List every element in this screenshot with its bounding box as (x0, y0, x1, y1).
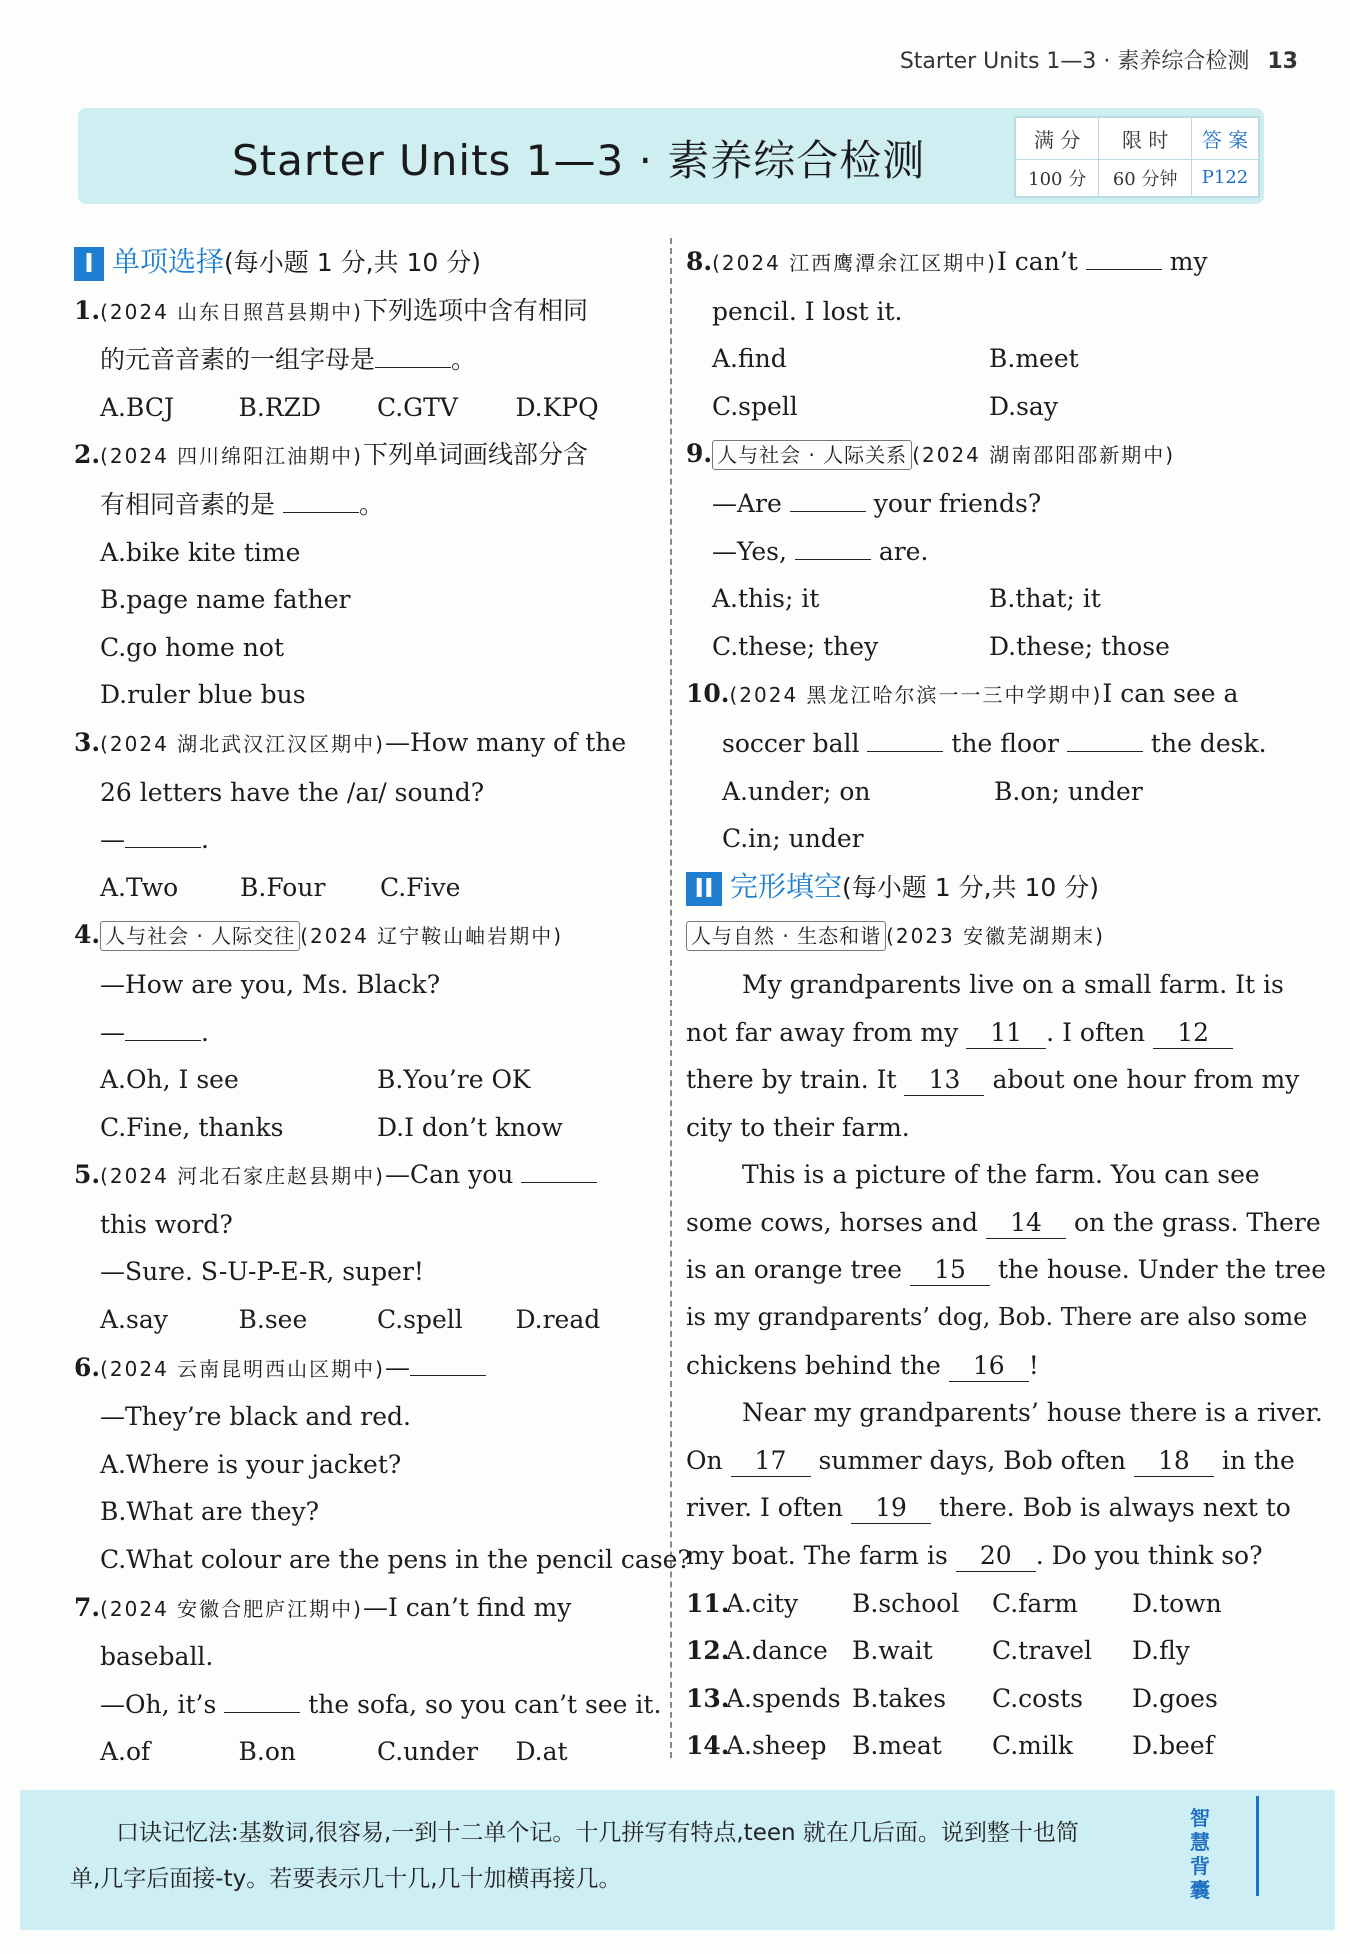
q3-dot: . (201, 825, 209, 855)
option[interactable]: B.What are they? (100, 1497, 320, 1527)
passage-text: . I often (1046, 1017, 1146, 1047)
answer-blank[interactable] (521, 1156, 597, 1183)
option[interactable]: A.BCJ (100, 392, 174, 422)
passage-text: ! (1028, 1350, 1039, 1380)
answer-blank[interactable] (790, 485, 866, 512)
q1-source: (2024 山东日照莒县期中) (100, 299, 363, 324)
question-9 (686, 430, 1266, 670)
q1-number: 1. (74, 295, 101, 325)
info-answer-label: 答 案 (1191, 118, 1258, 160)
q3-stem: —How many of the (384, 727, 627, 757)
answer-blank[interactable] (1067, 725, 1143, 752)
q6-source: (2024 云南昆明西山区期中) (100, 1356, 385, 1381)
option[interactable]: A.of (100, 1737, 151, 1767)
passage-text: . Do you think so? (1035, 1541, 1263, 1571)
cloze-blank-16[interactable]: 16 (949, 1351, 1029, 1382)
option[interactable]: B.on; under (994, 776, 1143, 806)
section-2-source: (2023 安徽芜湖期末) (886, 924, 1105, 949)
q8-number: 8. (686, 247, 713, 276)
answer-blank[interactable] (410, 1349, 486, 1376)
passage-text: about one hour from my (992, 1065, 1300, 1095)
option[interactable]: C.Five (380, 872, 461, 902)
option[interactable]: A.sheep (726, 1731, 827, 1761)
q10-line-2b: the floor (951, 728, 1060, 758)
option[interactable]: B.see (238, 1305, 308, 1335)
passage-line: My grandparents live on a small farm. It is (742, 969, 1284, 999)
option[interactable]: D.read (515, 1305, 601, 1335)
passage-text: my boat. The farm is (686, 1541, 948, 1571)
q8-stem-2: pencil. I lost it. (712, 296, 903, 326)
answer-blank[interactable] (1086, 243, 1162, 270)
passage-text: there by train. It (686, 1065, 897, 1095)
q4-number: 4. (74, 920, 101, 950)
q9-source: (2024 湖南邵阳邵新期中) (912, 443, 1176, 468)
running-header (900, 44, 1298, 75)
question-7 (74, 1584, 662, 1776)
cloze-number: 13. (686, 1683, 730, 1713)
passage-text: is an orange tree (686, 1255, 903, 1285)
tip-label: 智慧背囊 (1190, 1806, 1210, 1902)
info-time: 60 分钟 (1099, 159, 1192, 196)
answer-blank[interactable] (125, 821, 201, 848)
q2-stem: 下列单词画线部分含 (362, 440, 588, 470)
section-1-badge: I (74, 247, 104, 281)
cloze-blank-11[interactable]: 11 (966, 1018, 1046, 1049)
option[interactable]: A.say (100, 1305, 168, 1335)
question-8 (686, 238, 1266, 430)
option[interactable]: D.say (989, 391, 1058, 421)
q2-source: (2024 四川绵阳江油期中) (100, 444, 363, 469)
cloze-passage (686, 961, 1326, 1580)
question-6 (74, 1344, 691, 1584)
option[interactable]: B.wait (852, 1636, 933, 1666)
passage-text: chickens behind the (686, 1350, 941, 1380)
option[interactable]: C.in; under (722, 824, 864, 854)
option[interactable]: D.these; those (989, 631, 1170, 661)
option[interactable]: A.Two (100, 872, 179, 902)
q9-line-1b: your friends? (873, 488, 1042, 518)
option[interactable]: B.school (852, 1588, 960, 1618)
passage-line: city to their farm. (686, 1112, 910, 1142)
q10-number: 10. (686, 679, 730, 709)
passage-text: in the (1221, 1445, 1295, 1475)
q7-number: 7. (74, 1592, 101, 1622)
q8-source: (2024 江西鹰潭余江区期中) (712, 251, 997, 275)
info-answer-page: P122 (1191, 159, 1258, 196)
option[interactable]: B.on (238, 1737, 296, 1767)
passage-text: on the grass. There (1073, 1207, 1321, 1237)
running-title: Starter Units 1—3 · 素养综合检测 (899, 49, 1250, 74)
answer-blank[interactable] (867, 725, 943, 752)
option[interactable]: D.town (1132, 1588, 1222, 1618)
cloze-row (686, 1722, 1266, 1770)
q1-stem: 下列选项中含有相同 (362, 295, 588, 325)
question-3 (74, 719, 654, 911)
option[interactable]: A.bike kite time (100, 537, 301, 567)
cloze-number: 14. (686, 1731, 730, 1761)
q3-source: (2024 湖北武汉江汉区期中) (100, 731, 385, 756)
section-2-heading (686, 863, 1266, 912)
q9-theme-tag: 人与社会 · 人际关系 (712, 440, 912, 470)
info-box (1014, 116, 1260, 198)
option[interactable]: A.under; on (722, 776, 871, 806)
section-2-note: (每小题 1 分,共 10 分) (842, 872, 1099, 902)
q7-stem-2: baseball. (100, 1642, 214, 1672)
option[interactable]: B.meat (852, 1731, 942, 1761)
option[interactable]: C.Fine, thanks (100, 1112, 284, 1142)
q2-stem-2: 有相同音素的是 (100, 489, 276, 519)
right-column (686, 238, 1326, 1770)
option[interactable]: A.dance (726, 1636, 828, 1666)
info-time-label: 限 时 (1099, 118, 1192, 160)
q3-stem-2: 26 letters have the /aɪ/ sound? (100, 777, 485, 807)
passage-line: is my grandparents’ dog, Bob. There are also some (686, 1303, 1308, 1332)
answer-blank[interactable] (125, 1014, 201, 1041)
option[interactable]: D.at (515, 1737, 568, 1767)
cloze-options (686, 1580, 1266, 1770)
option[interactable]: B.that; it (989, 584, 1101, 614)
option[interactable]: B.page name father (100, 585, 351, 615)
q3-dash: — (100, 825, 125, 855)
tip-bar (1256, 1796, 1259, 1896)
memory-tip-line-1: 口诀记忆法:基数词,很容易,一到十二单个记。十几拼写有特点,teen 就在几后面。说到整十也简 (116, 1820, 1079, 1846)
option[interactable]: C.go home not (100, 632, 284, 662)
q4-source: (2024 辽宁鞍山岫岩期中) (300, 924, 564, 949)
option[interactable]: A.spends (726, 1683, 841, 1713)
option[interactable]: C.these; they (712, 631, 879, 661)
q5-source: (2024 河北石家庄赵县期中) (100, 1164, 385, 1189)
cloze-blank-13[interactable]: 13 (904, 1065, 984, 1096)
section-1-name: 单项选择 (112, 245, 225, 278)
section-1-heading (74, 238, 654, 287)
cloze-blank-15[interactable]: 15 (910, 1255, 990, 1286)
q5-stem: —Can you (384, 1160, 514, 1190)
cloze-blank-18[interactable]: 18 (1134, 1446, 1214, 1477)
q9-line-1a: —Are (712, 488, 782, 518)
option[interactable]: C.What colour are the pens in the pencil case? (100, 1545, 691, 1575)
q7-stem: —I can’t find my (362, 1592, 572, 1622)
cloze-row (686, 1580, 1266, 1628)
q5-line-3: —Sure. S-U-P-E-R, super! (100, 1257, 424, 1287)
q10-line-2c: the desk. (1150, 728, 1267, 758)
option[interactable]: C.farm (992, 1588, 1078, 1618)
question-1 (74, 287, 654, 432)
answer-blank[interactable] (224, 1686, 300, 1713)
q2-tail: 。 (358, 489, 384, 519)
q6-dash: — (384, 1352, 410, 1382)
option[interactable]: D.ruler blue bus (100, 680, 306, 710)
section-2-name: 完形填空 (730, 869, 843, 903)
option[interactable]: A.Oh, I see (100, 1065, 239, 1095)
info-full-score-label: 满 分 (1016, 118, 1099, 160)
q10-line-2a: soccer ball (722, 728, 860, 758)
answer-blank[interactable] (375, 341, 451, 368)
option[interactable]: C.under (377, 1737, 479, 1767)
option[interactable]: B.takes (852, 1683, 947, 1713)
passage-text: some cows, horses and (686, 1207, 979, 1237)
passage-line: This is a picture of the farm. You can see (742, 1160, 1260, 1190)
option[interactable]: C.spell (377, 1305, 463, 1335)
cloze-blank-14[interactable]: 14 (986, 1208, 1066, 1239)
question-10 (686, 670, 1266, 862)
q9-number: 9. (686, 439, 713, 469)
q1-tail: 。 (451, 345, 477, 375)
passage-text: there. Bob is always next to (938, 1493, 1291, 1523)
option[interactable]: A.Where is your jacket? (100, 1449, 402, 1479)
q3-number: 3. (74, 727, 101, 757)
passage-text: not far away from my (686, 1017, 959, 1047)
page-title: Starter Units 1—3 · 素养综合检测 (232, 136, 926, 185)
q10-stem: I can see a (1102, 679, 1239, 709)
passage-text: summer days, Bob often (818, 1445, 1126, 1475)
q6-number: 6. (74, 1352, 101, 1382)
passage-text: the house. Under the tree (997, 1255, 1326, 1285)
q10-source: (2024 黑龙江哈尔滨一一三中学期中) (729, 683, 1103, 708)
option[interactable]: B.meet (989, 344, 1079, 374)
q7-line-3a: —Oh, it’s (100, 1689, 217, 1719)
cloze-row (686, 1627, 1266, 1675)
question-2 (74, 431, 654, 719)
option[interactable]: B.You’re OK (377, 1065, 531, 1095)
cloze-blank-20[interactable]: 20 (956, 1541, 1036, 1572)
left-column (74, 238, 691, 1776)
option[interactable]: D.goes (1132, 1683, 1218, 1713)
answer-blank[interactable] (283, 486, 359, 513)
cloze-blank-12[interactable]: 12 (1153, 1018, 1233, 1049)
option[interactable]: C.GTV (377, 392, 458, 422)
passage-line: Near my grandparents’ house there is a river. (742, 1398, 1323, 1428)
option[interactable]: C.spell (712, 391, 798, 421)
q7-source: (2024 安徽合肥庐江期中) (100, 1596, 363, 1621)
option[interactable]: C.milk (992, 1731, 1074, 1761)
cloze-row (686, 1675, 1266, 1723)
q9-line-2a: —Yes, (712, 536, 787, 566)
question-4 (74, 911, 654, 1151)
question-5 (74, 1151, 654, 1343)
column-divider (670, 238, 672, 1758)
answer-blank[interactable] (795, 533, 871, 560)
section-2-badge: II (686, 872, 722, 906)
q9-line-2b: are. (878, 536, 929, 566)
q6-line-2: —They’re black and red. (100, 1402, 411, 1432)
passage-text: river. I often (686, 1493, 844, 1523)
q8-stem-b: my (1169, 247, 1208, 276)
option[interactable]: A.find (712, 344, 787, 374)
info-full-score: 100 分 (1016, 159, 1099, 196)
option[interactable]: A.city (726, 1588, 799, 1618)
option[interactable]: B.RZD (238, 392, 322, 422)
section-1-note: (每小题 1 分,共 10 分) (224, 248, 481, 277)
cloze-number: 11. (686, 1588, 730, 1618)
option[interactable]: C.costs (992, 1683, 1083, 1713)
q4-dot: . (201, 1017, 209, 1047)
cloze-blank-19[interactable]: 19 (851, 1493, 931, 1524)
q1-stem-2: 的元音音素的一组字母是 (100, 345, 376, 375)
memory-tip (70, 1810, 1180, 1902)
option[interactable]: C.travel (992, 1636, 1092, 1666)
cloze-number: 12. (686, 1636, 730, 1666)
option[interactable]: D.beef (1132, 1731, 1214, 1761)
option[interactable]: A.this; it (712, 584, 820, 614)
cloze-blank-17[interactable]: 17 (731, 1446, 811, 1477)
q8-stem: I can’t (996, 247, 1078, 276)
option[interactable]: D.KPQ (515, 392, 599, 422)
q5-stem-2: this word? (100, 1209, 233, 1239)
option[interactable]: B.Four (240, 872, 326, 902)
q5-number: 5. (74, 1160, 101, 1190)
memory-tip-line-2: 单,几字后面接-ty。若要表示几十几,几十加横再接几。 (70, 1866, 622, 1892)
q4-dash: — (100, 1017, 125, 1047)
q4-line-1: —How are you, Ms. Black? (100, 969, 441, 999)
page-number: 13 (1267, 49, 1298, 74)
q2-number: 2. (74, 440, 101, 470)
q4-theme-tag: 人与社会 · 人际交往 (100, 921, 300, 951)
q7-line-3b: the sofa, so you can’t see it. (308, 1689, 662, 1719)
option[interactable]: D.I don’t know (377, 1112, 563, 1142)
passage-text: On (686, 1445, 723, 1475)
option[interactable]: D.fly (1132, 1636, 1190, 1666)
section-2-theme-tag: 人与自然 · 生态和谐 (686, 921, 886, 951)
